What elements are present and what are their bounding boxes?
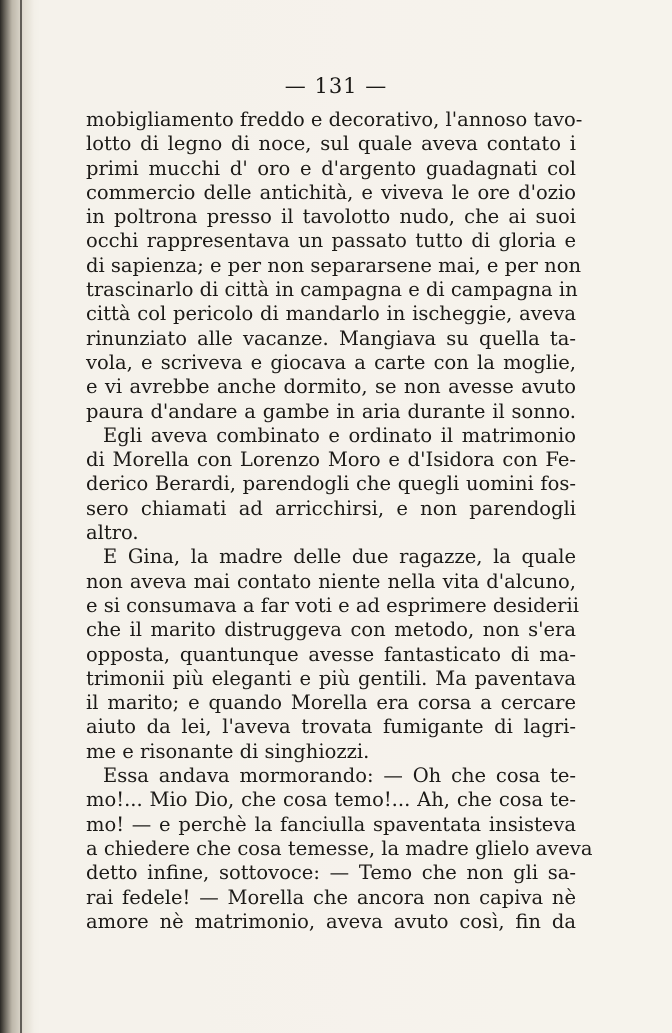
text-line: rai fedele! — Morella che ancora non capiva nè [86,885,576,909]
text-line: trascinarlo di città in campagna e di campagna in [86,278,578,302]
text-line: che il marito distruggeva con metodo, non s'era [86,618,576,642]
text-line: paura d'andare a gambe in aria durante il sonno. [86,399,576,423]
text-line: città col pericolo di mandarlo in ischeggie, aveva [86,302,576,326]
binding-edge-line [20,0,22,1033]
text-line: e si consumava a far voti e ad esprimere desiderii [86,593,579,617]
text-line: vola, e scriveva e giocava a carte con la moglie, [86,350,576,374]
book-binding-shadow [0,0,34,1033]
text-line: lotto di legno di noce, sul quale aveva contato i [86,132,576,156]
text-line: aiuto da lei, l'aveva trovata fumigante di lagri- [86,715,576,739]
text-line: il marito; e quando Morella era corsa a cercare [86,691,576,715]
text-line: mo!... Mio Dio, che cosa temo!... Ah, che cosa te- [86,788,576,812]
text-line: a chiedere che cosa temesse, la madre glielo aveva [86,836,593,860]
text-line: di sapienza; e per non separarsene mai, e per non [86,253,582,277]
text-line: detto infine, sottovoce: — Temo che non gli sa- [86,861,576,885]
text-line: non aveva mai contato niente nella vita d'alcuno, [86,569,576,593]
text-line: sero chiamati ad arricchirsi, e non parendogli [86,496,576,520]
page-number: — 131 — [284,74,388,98]
text-line: commercio delle antichità, e viveva le ore d'ozio [86,180,576,204]
text-line: mobigliamento freddo e decorativo, l'annoso tavo- [86,108,583,131]
text-line: altro. [86,521,139,545]
text-line: trimonii più eleganti e più gentili. Ma paventava [86,666,576,690]
text-line: amore nè matrimonio, aveva avuto così, fin da [86,909,576,933]
text-line: Egli aveva combinato e ordinato il matrimonio [103,423,576,447]
text-line: di Morella con Lorenzo Moro e d'Isidora con Fe- [86,448,576,472]
text-line: e vi avrebbe anche dormito, se non avesse avuto [86,375,576,399]
text-line: primi mucchi d' oro e d'argento guadagnati col [86,156,576,180]
text-line: in poltrona presso il tavolotto nudo, che ai suoi [86,205,576,229]
body-text [86,108,593,934]
text-line: mo! — e perchè la fanciulla spaventata insisteva [86,812,576,836]
text-line: Essa andava mormorando: — Oh che cosa te- [103,764,576,788]
text-line: rinunziato alle vacanze. Mangiava su quella ta- [86,326,576,350]
text-line: opposta, quantunque avesse fantasticato di ma- [86,642,576,666]
text-line: E Gina, la madre delle due ragazze, la quale [103,545,576,569]
text-line: derico Berardi, parendogli che quegli uomini fos- [86,472,576,496]
text-line: me e risonante di singhiozzi. [86,739,370,763]
text-line: occhi rappresentava un passato tutto di gloria e [86,229,576,253]
